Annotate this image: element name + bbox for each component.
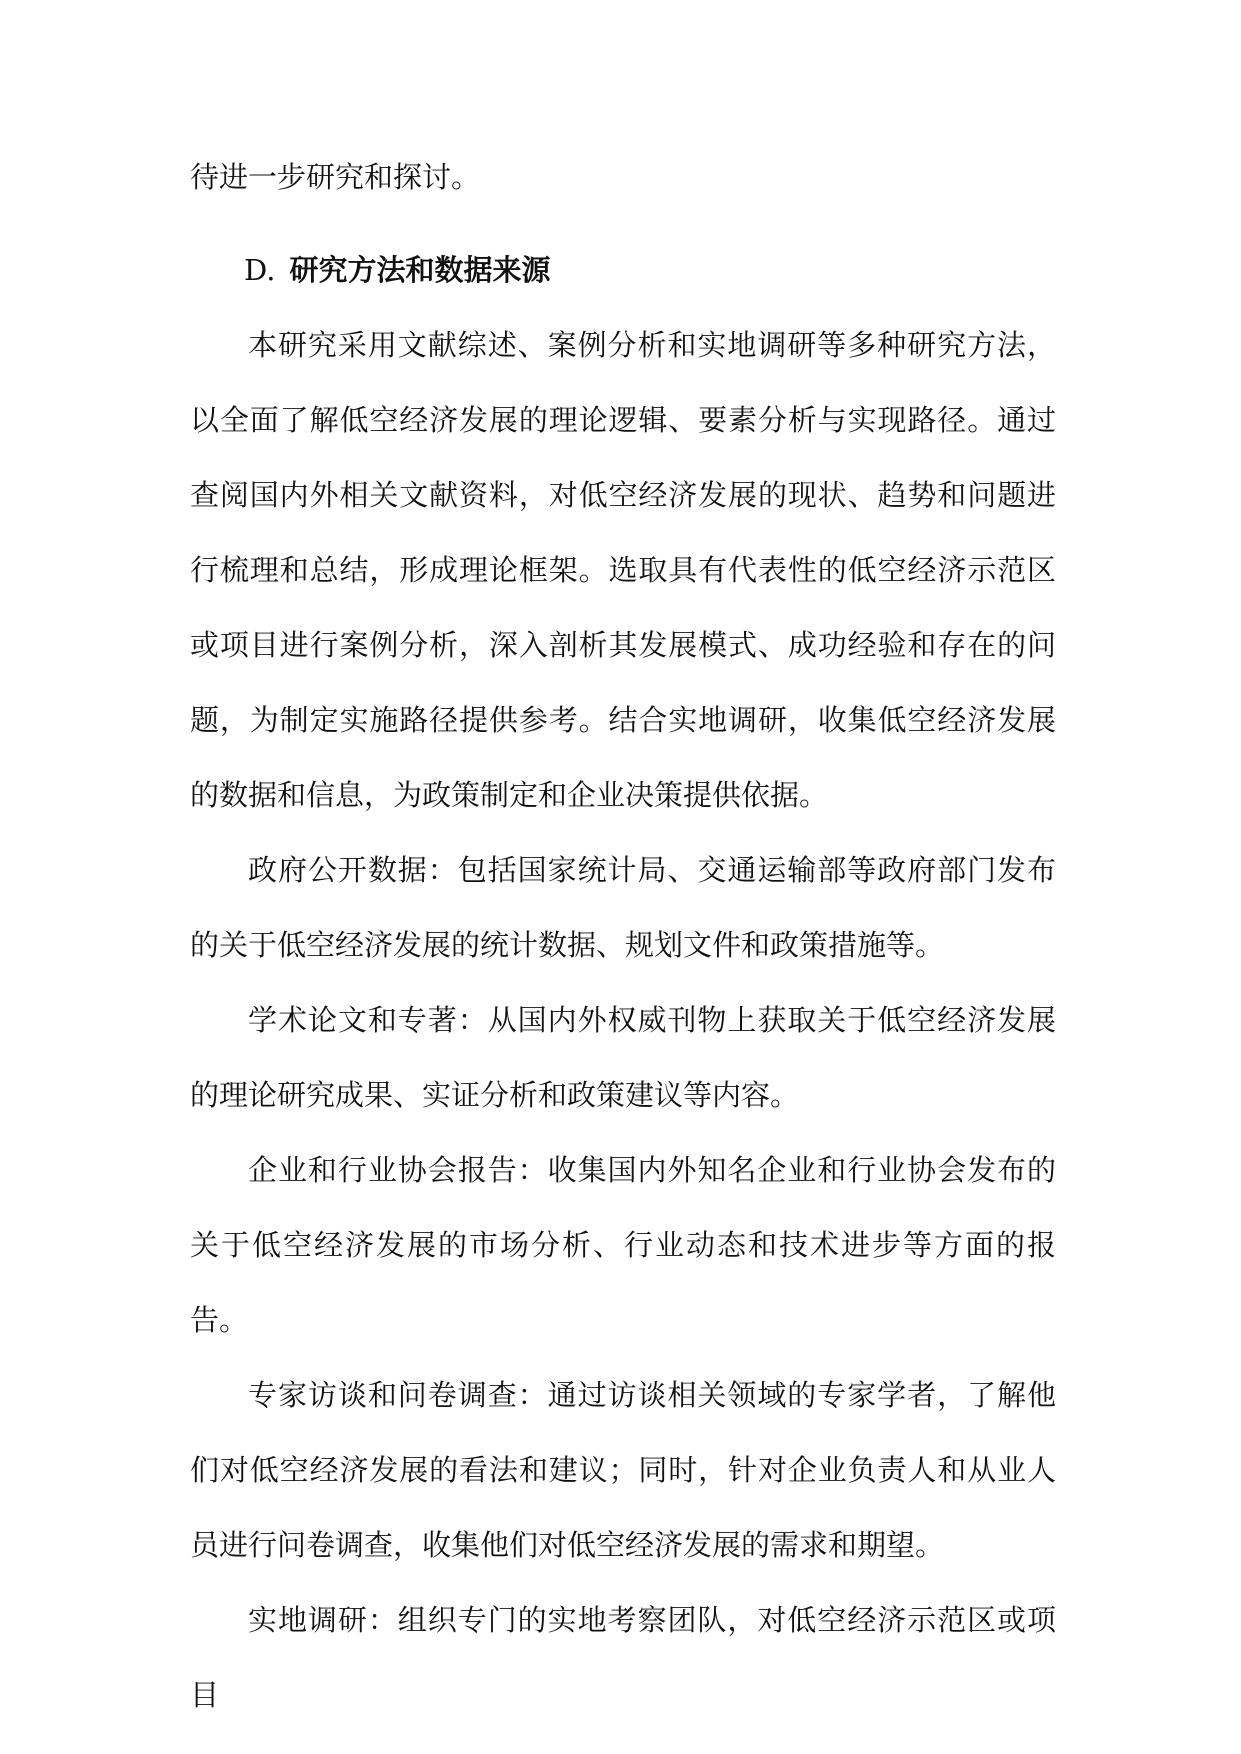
paragraph-methods: 本研究采用文献综述、案例分析和实地调研等多种研究方法，以全面了解低空经济发展的理论逻辑、要素分析与实现路径。通过查阅国内外相关文献资料，对低空经济发展的现状、趋势和问题进行梳理和总结，形成理论框架。选取具有代表性的低空经济示范区或项目进行案例分析，深入剖析其发展模式、成功经验和存在的问题，为制定实施路径提供参考。结合实地调研，收集低空经济发展的数据和信息，为政策制定和企业决策提供依据。 bbox=[190, 328, 1056, 812]
section-title: 研究方法和数据来源 bbox=[289, 253, 551, 287]
continuation-text: 待进一步研究和探讨。 bbox=[190, 160, 481, 194]
section-heading bbox=[190, 233, 1056, 308]
paragraph-industry-reports: 企业和行业协会报告：收集国内外知名企业和行业协会发布的关于低空经济发展的市场分析、行业动态和技术进步等方面的报告。 bbox=[190, 1153, 1056, 1337]
paragraph-field-research: 实地调研：组织专门的实地考察团队，对低空经济示范区或项目 bbox=[190, 1603, 1056, 1712]
paragraph-academic-papers: 学术论文和专著：从国内外权威刊物上获取关于低空经济发展的理论研究成果、实证分析和政策建议等内容。 bbox=[190, 1003, 1056, 1112]
paragraph-government-data: 政府公开数据：包括国家统计局、交通运输部等政府部门发布的关于低空经济发展的统计数据、规划文件和政策措施等。 bbox=[190, 853, 1056, 962]
section-number: D. bbox=[244, 253, 276, 287]
paragraph-expert-interviews: 专家访谈和问卷调查：通过访谈相关领域的专家学者，了解他们对低空经济发展的看法和建议；同时，针对企业负责人和从业人员进行问卷调查，收集他们对低空经济发展的需求和期望。 bbox=[190, 1378, 1056, 1562]
document-page bbox=[190, 140, 1056, 1733]
